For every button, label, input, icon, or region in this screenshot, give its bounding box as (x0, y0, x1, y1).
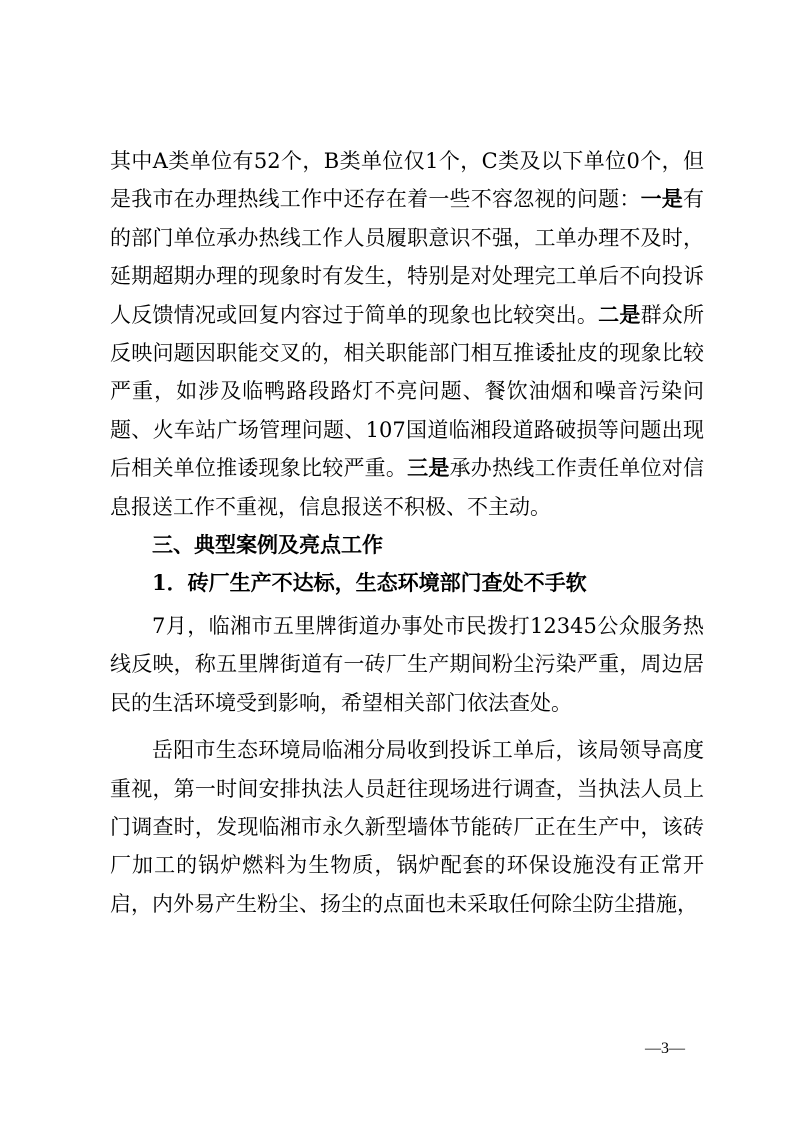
bold-marker-one: 一是 (640, 186, 684, 212)
paragraph-case-report: 7月，临湘市五里牌街道办事处市民拨打12345公众服务热线反映，称五里牌街道有一砖厂生产期间粉尘污染严重，周边居民的生活环境受到影响，希望相关部门依法查处。 (110, 613, 704, 715)
text-segment: 承办热线工作责任单位对信息报送工作不重视，信息报送不积极、不主动。 (110, 456, 705, 519)
document-body (110, 142, 704, 923)
bold-marker-two: 二是 (598, 301, 641, 327)
text-segment: 有的部门单位承办热线工作人员履职意识不强，工单办理不及时，延期超期办理的现象时有发生，特别是对处理完工单后不向投诉人反馈情况或回复内容过于简单的现象也比较突出。 (110, 187, 705, 327)
page-number: —3— (645, 1040, 685, 1057)
text-segment: 群众所反映问题因职能交叉的，相关职能部门相互推诿扯皮的现象比较严重，如涉及临鸭路段路灯不亮问题、餐饮油烟和噪音污染问题、火车站广场管理问题、107国道临湘段道路破损等问题出现后相关单位推诿现象比较严重。 (110, 302, 705, 481)
paragraph-problems (110, 142, 704, 526)
case-heading: 1．砖厂生产不达标，生态环境部门查处不手软 (152, 570, 587, 596)
text-segment: 其中A类单位有52个，B类单位仅1个，C类及以下单位0个，但是我市在办理热线工作中还存在着一些不容忽视的问题： (110, 149, 704, 212)
paragraph-case-handling: 岳阳市生态环境局临湘分局收到投诉工单后，该局领导高度重视，第一时间安排执法人员赶往现场进行调查，当执法人员上门调查时，发现临湘市永久新型墙体节能砖厂正在生产中，该砖厂加工的锅炉燃料为生物质，锅炉配套的环保设施没有正常开启，内外易产生粉尘、扬尘的点面也未采取任何除尘防尘措施， (110, 738, 704, 916)
bold-marker-three: 三是 (407, 455, 450, 481)
section-heading: 三、典型案例及亮点工作 (152, 533, 383, 558)
